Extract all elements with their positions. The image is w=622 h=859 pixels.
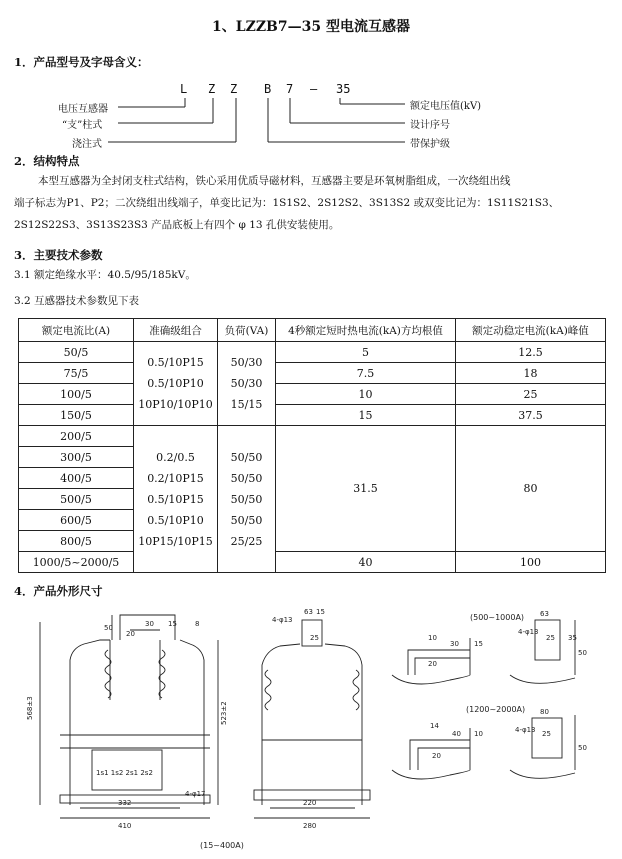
model-letter: B	[264, 82, 272, 96]
load-value: 50/50	[230, 450, 263, 464]
cell-ratio: 500/5	[19, 489, 134, 510]
load-value: 50/30	[230, 377, 263, 390]
dim-front-30: 30	[145, 620, 154, 628]
dim-d2-10: 10	[474, 730, 483, 738]
section3-heading: 3．主要技术参数	[14, 248, 103, 262]
model-letter: L	[180, 82, 188, 96]
dim-d2-14: 14	[430, 722, 439, 730]
dim-d2-20: 20	[432, 752, 441, 760]
cell-ratio: 50/5	[19, 342, 134, 363]
cell-ratio: 600/5	[19, 510, 134, 531]
dim-front-50: 50	[104, 624, 113, 632]
structure-text-line: 2S12S22S3、3S13S23S3 产品底板上有四个 φ 13 孔供安装使用。	[14, 219, 340, 231]
cell-thermal-merged: 31.5	[276, 426, 456, 552]
dim-d1-63: 63	[540, 610, 549, 618]
header-ratio: 额定电流比(A)	[19, 319, 134, 342]
dim-d2-25: 25	[542, 730, 551, 738]
table-row	[19, 342, 606, 363]
detail-500-1000-drawing	[392, 620, 575, 684]
dim-d2-40: 40	[452, 730, 461, 738]
caption-15-400: (15~400A)	[200, 841, 244, 850]
caption-1200-2000: (1200~2000A)	[466, 705, 526, 714]
table-row	[19, 405, 606, 426]
dim-side-hole: 4-φ13	[272, 616, 293, 624]
side-view-drawing	[254, 620, 370, 818]
cell-dynamic: 18	[456, 363, 606, 384]
dim-front-height-total: 568±3	[26, 696, 34, 720]
dim-d1-10: 10	[428, 634, 437, 642]
cell-thermal: 15	[276, 405, 456, 426]
document-title: 1、LZZB7—35 型电流互感器	[212, 19, 410, 35]
cell-thermal: 7.5	[276, 363, 456, 384]
dim-d1-hole: 4-φ13	[518, 628, 539, 636]
dim-front-332: 332	[118, 799, 132, 807]
label-voltage-transformer: 电压互感器	[58, 104, 108, 115]
dim-front-20: 20	[126, 630, 135, 638]
accuracy-value: 0.5/10P15	[147, 492, 204, 506]
dim-d1-15: 15	[474, 640, 483, 648]
cell-dynamic: 37.5	[456, 405, 606, 426]
dim-d2-80: 80	[540, 708, 549, 716]
dim-front-8: 8	[195, 620, 200, 628]
cell-accuracy-group1	[134, 342, 218, 426]
label-design-serial: 设计序号	[410, 120, 450, 131]
header-accuracy: 准确级组合	[134, 319, 218, 342]
header-dynamic: 额定动稳定电流(kA)峰值	[456, 319, 606, 342]
dim-d2-hole: 4-φ13	[515, 726, 536, 734]
dim-front-410: 410	[118, 822, 132, 830]
dim-front-hole: 4-φ17	[185, 790, 206, 798]
cell-load-group2	[218, 426, 276, 573]
cell-accuracy-group2	[134, 426, 218, 573]
load-value: 50/50	[230, 513, 263, 527]
cell-thermal: 40	[276, 552, 456, 573]
section2-heading: 2．结构特点	[14, 154, 80, 168]
dim-front-15: 15	[168, 620, 177, 628]
cell-thermal: 10	[276, 384, 456, 405]
front-view-drawing	[40, 615, 218, 818]
model-letter: Z	[230, 82, 238, 96]
caption-500-1000: (500~1000A)	[470, 613, 525, 622]
cell-ratio: 200/5	[19, 426, 134, 447]
header-load: 负荷(VA)	[218, 319, 276, 342]
dimension-drawings	[0, 600, 622, 859]
spec-table	[18, 318, 606, 573]
accuracy-value: 0.5/10P15	[147, 356, 204, 369]
dim-d1-30: 30	[450, 640, 459, 648]
table-row	[19, 363, 606, 384]
dim-side-63: 63	[304, 608, 313, 616]
load-value: 15/15	[230, 398, 263, 411]
cell-ratio: 300/5	[19, 447, 134, 468]
dim-d1-35: 35	[568, 634, 577, 642]
cell-thermal: 5	[276, 342, 456, 363]
section1-heading: 1．产品型号及字母含义：	[14, 55, 149, 69]
load-value: 25/25	[230, 534, 263, 548]
dim-front-height-inner: 523±2	[220, 701, 228, 725]
label-support-type: “支”柱式	[62, 120, 103, 131]
header-thermal: 4秒额定短时热电流(kA)方均根值	[276, 319, 456, 342]
dim-side-25: 25	[310, 634, 319, 642]
dim-d1-20: 20	[428, 660, 437, 668]
accuracy-value: 10P15/10P15	[138, 534, 213, 548]
section4-heading: 4．产品外形尺寸	[14, 584, 103, 598]
label-protection-class: 带保护级	[410, 139, 450, 150]
table-row	[19, 384, 606, 405]
cell-ratio: 1000/5~2000/5	[19, 552, 134, 573]
model-letter: 7	[286, 82, 294, 96]
model-letter: Z	[208, 82, 216, 96]
dim-d2-50: 50	[578, 744, 587, 752]
front-terminals: 1s1 1s2 2s1 2s2	[96, 769, 153, 777]
accuracy-value: 0.5/10P10	[147, 377, 204, 390]
structure-text-line: 端子标志为P1、P2；二次绕组出线端子，单变比记为：1S1S2、2S12S2、3S13S2 或双变比记为：1S11S21S3、	[14, 197, 560, 209]
dim-side-15: 15	[316, 608, 325, 616]
cell-ratio: 150/5	[19, 405, 134, 426]
load-value: 50/30	[230, 356, 263, 369]
accuracy-value: 0.2/10P15	[147, 471, 204, 485]
table-row	[19, 426, 606, 447]
accuracy-value: 0.5/10P10	[147, 513, 204, 527]
model-letter: —	[310, 82, 318, 96]
insulation-level: 3.1 额定绝缘水平：40.5/95/185kV。	[14, 269, 196, 281]
dim-side-280: 280	[303, 822, 317, 830]
cell-dynamic: 25	[456, 384, 606, 405]
cell-dynamic-merged: 80	[456, 426, 606, 552]
cell-dynamic: 100	[456, 552, 606, 573]
model-letter: 35	[336, 82, 351, 96]
cell-ratio: 100/5	[19, 384, 134, 405]
cell-ratio: 400/5	[19, 468, 134, 489]
accuracy-value: 0.2/0.5	[156, 450, 195, 464]
label-cast-type: 浇注式	[72, 139, 102, 150]
dim-d1-50: 50	[578, 649, 587, 657]
table-header-row	[19, 319, 606, 342]
detail-1200-2000-drawing	[392, 715, 575, 779]
cell-dynamic: 12.5	[456, 342, 606, 363]
label-rated-voltage: 额定电压值(kV)	[410, 101, 482, 112]
load-value: 50/50	[230, 471, 263, 485]
structure-text-line: 本型互感器为全封闭支柱式结构，铁心采用优质导磁材料，互感器主要是环氧树脂组成，一次绕组出线	[38, 175, 511, 187]
dim-side-220: 220	[303, 799, 317, 807]
load-value: 50/50	[230, 492, 263, 506]
dim-d1-25: 25	[546, 634, 555, 642]
accuracy-value: 10P10/10P10	[138, 398, 213, 411]
table-row	[19, 552, 606, 573]
cell-ratio: 800/5	[19, 531, 134, 552]
cell-ratio: 75/5	[19, 363, 134, 384]
table-caption: 3.2 互感器技术参数见下表	[14, 295, 140, 307]
cell-load-group1	[218, 342, 276, 426]
